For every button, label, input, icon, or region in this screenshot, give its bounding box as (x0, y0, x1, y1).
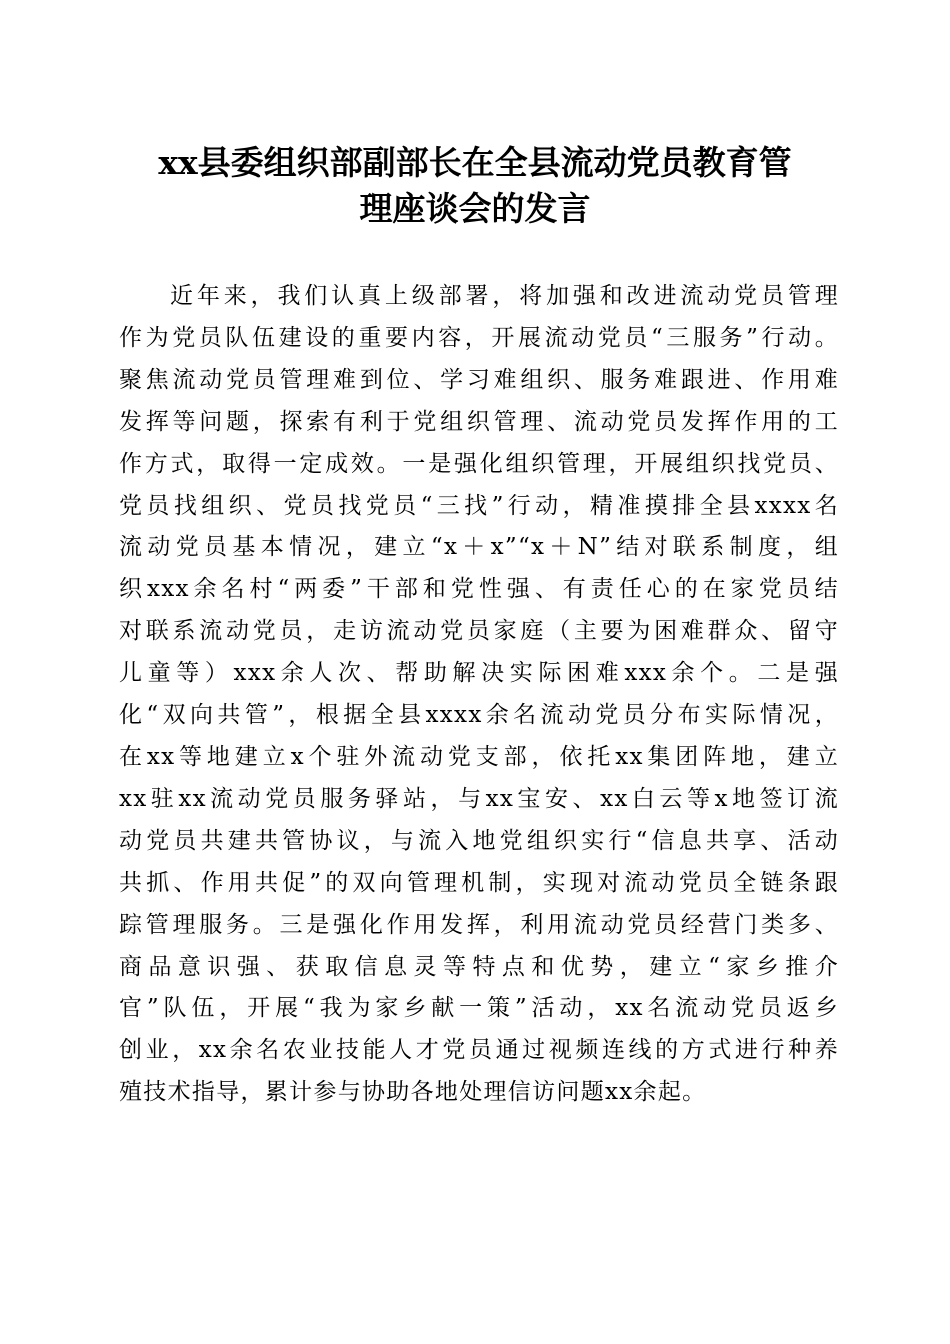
paragraph-line: 儿童等）xxx余人次、帮助解决实际困难xxx余个。二是强 (119, 660, 839, 687)
paragraph-line: 踪管理服务。三是强化作用发挥，利用流动党员经营门类多、 (119, 911, 839, 938)
paragraph-line: 织xxx余名村“两委”干部和党性强、有责任心的在家党员结 (119, 576, 839, 603)
paragraph-line: 作为党员队伍建设的重要内容，开展流动党员“三服务”行动。 (119, 324, 839, 351)
paragraph-line: 官”队伍，开展“我为家乡献一策”活动，xx名流动党员返乡 (119, 995, 839, 1022)
paragraph-line: 殖技术指导，累计参与协助各地处理信访问题xx余起。 (119, 1079, 707, 1106)
body-paragraph (119, 276, 839, 1114)
paragraph-line: 共抓、作用共促”的双向管理机制，实现对流动党员全链条跟 (119, 869, 839, 896)
paragraph-line: 动党员共建共管协议，与流入地党组织实行“信息共享、活动 (119, 827, 839, 854)
title-line: 理座谈会的发言 (359, 189, 591, 228)
paragraph-line: 在xx等地建立x个驻外流动党支部，依托xx集团阵地，建立 (119, 743, 839, 770)
document-title (120, 140, 830, 232)
paragraph-line: 发挥等问题，探索有利于党组织管理、流动党员发挥作用的工 (119, 408, 839, 435)
paragraph-line: 党员找组织、党员找党员“三找”行动，精准摸排全县xxxx名 (119, 492, 839, 519)
paragraph-line: 创业，xx余名农业技能人才党员通过视频连线的方式进行种养 (119, 1037, 839, 1064)
paragraph-line: 聚焦流动党员管理难到位、学习难组织、服务难跟进、作用难 (119, 366, 839, 393)
paragraph-line: 流动党员基本情况，建立“x＋x”“x＋N”结对联系制度，组 (119, 534, 839, 561)
paragraph-line: 近年来，我们认真上级部署，将加强和改进流动党员管理 (170, 283, 839, 309)
paragraph-line: 商品意识强、获取信息灵等特点和优势，建立“家乡推介 (119, 953, 839, 980)
title-line: xx县委组织部副部长在全县流动党员教育管 (158, 143, 792, 182)
paragraph-line: 对联系流动党员，走访流动党员家庭（主要为困难群众、留守 (119, 618, 839, 645)
paragraph-line: 化“双向共管”，根据全县xxxx余名流动党员分布实际情况， (119, 702, 839, 729)
paragraph-line: xx驻xx流动党员服务驿站，与xx宝安、xx白云等x地签订流 (119, 785, 839, 812)
paragraph-line: 作方式，取得一定成效。一是强化组织管理，开展组织找党员、 (119, 450, 839, 477)
